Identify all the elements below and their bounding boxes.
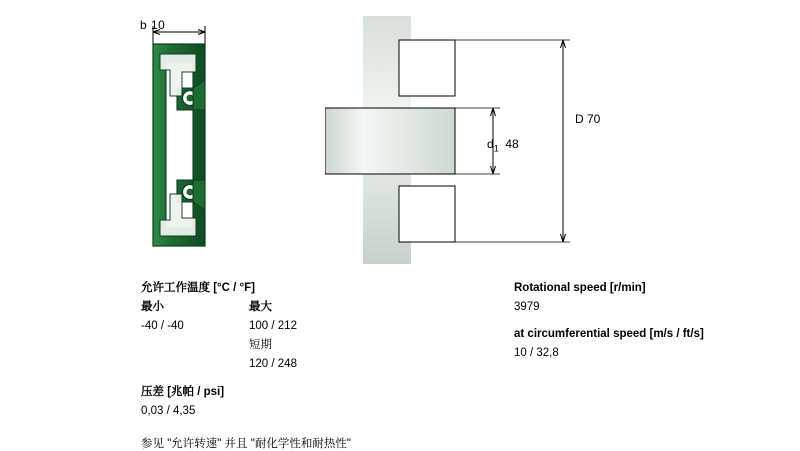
footnote-text: 参见 "允许转速" 并且 "耐化学性和耐热性"	[141, 438, 351, 450]
outer-diameter-dimension-label: D 70	[575, 112, 601, 126]
temperature-max-label: 最大	[249, 301, 272, 313]
temperature-shortterm-label: 短期	[249, 339, 272, 351]
seal-width-dimension-label: b 10	[140, 18, 166, 32]
pressure-values: 0,03 / 4,35	[141, 405, 196, 417]
bore-diameter-value: 48	[505, 137, 519, 151]
circumferential-speed-heading: at circumferential speed [m/s / ft/s]	[514, 328, 704, 340]
temperature-min-label: 最小	[141, 301, 164, 313]
rotational-speed-heading: Rotational speed [r/min]	[514, 282, 646, 294]
right-specs-block	[514, 283, 794, 367]
temperature-heading: 允许工作温度 [°C / °F]	[141, 282, 255, 294]
temperature-max-values: 100 / 212	[249, 320, 297, 332]
bore-diameter-symbol: d	[487, 137, 494, 151]
temperature-shortterm-values: 120 / 248	[249, 358, 297, 370]
left-specs-block	[141, 283, 461, 451]
seal-cross-section-icon	[130, 10, 320, 270]
shaft-housing-drawing	[325, 10, 655, 270]
seal-cross-section-drawing	[130, 10, 320, 270]
bore-diameter-subscript: 1	[493, 143, 499, 154]
pressure-heading: 压差 [兆帕 / psi]	[141, 386, 225, 398]
temperature-min-values: -40 / -40	[141, 320, 184, 332]
rotational-speed-value: 3979	[514, 301, 540, 313]
shaft-housing-section-icon	[325, 10, 655, 270]
circumferential-speed-value: 10 / 32,8	[514, 347, 559, 359]
